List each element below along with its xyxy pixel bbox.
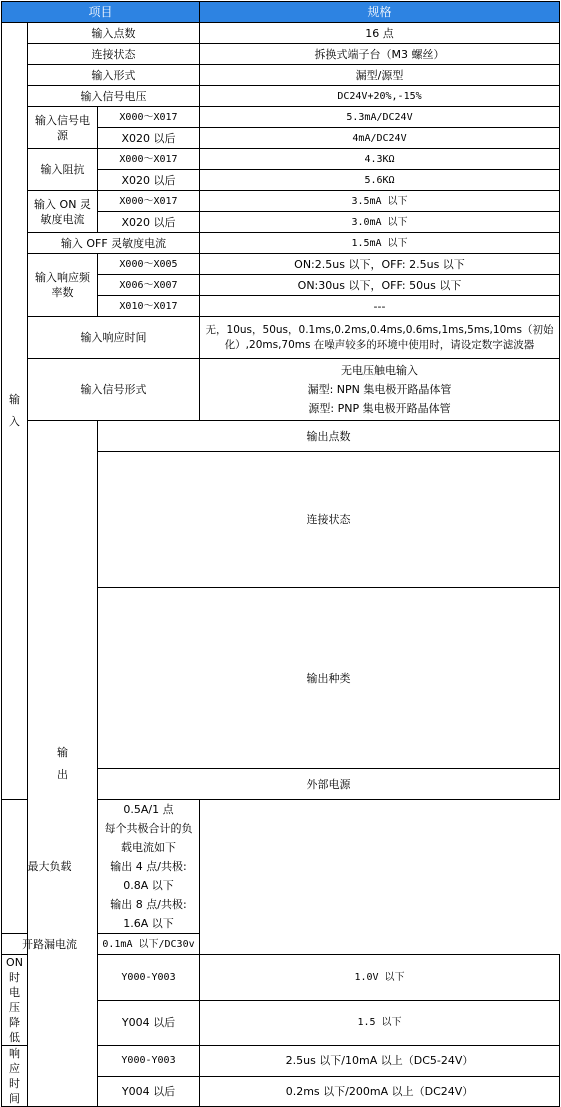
row-label: ON 时电压降低 [2, 955, 28, 1046]
row-value: 拆换式端子台（M3 螺丝） [200, 44, 560, 65]
row-label: 输入信号形式 [28, 359, 200, 421]
sub-range: X006～X007 [98, 275, 200, 296]
row-value: 漏型/源型 [200, 65, 560, 86]
row-label: 输入信号电源 [28, 107, 98, 149]
table-row [2, 107, 560, 128]
row-value: 3.0mA 以下 [200, 212, 560, 233]
input-section-label: 输 入 [2, 23, 28, 800]
row-value: 1.0V 以下 [200, 955, 560, 1001]
row-value: 无电压触电输入 漏型: NPN 集电极开路晶体管 源型: PNP 集电极开路晶体管 [200, 359, 560, 421]
table-row [2, 421, 560, 452]
sub-range: X020 以后 [98, 170, 200, 191]
row-label: 响应时间 [2, 1046, 28, 1107]
row-label: 输入 ON 灵敏度电流 [28, 191, 98, 233]
row-label: 输入 OFF 灵敏度电流 [28, 233, 200, 254]
row-label: 输入响应时间 [28, 317, 200, 359]
output-section-label: 输 出 [28, 421, 98, 1107]
sub-range: X000～X017 [98, 149, 200, 170]
table-row [2, 149, 560, 170]
row-value: 2.5us 以下/10mA 以上（DC5-24V） [200, 1046, 560, 1077]
table-row [2, 44, 560, 65]
header-spec: 规格 [200, 2, 560, 23]
sub-range: X000～X017 [98, 191, 200, 212]
sub-range: X000～X017 [98, 107, 200, 128]
row-value: 1.5mA 以下 [200, 233, 560, 254]
spec-table [1, 1, 560, 1107]
row-value: 0.1mA 以下/DC30v [98, 934, 200, 955]
table-header [2, 2, 560, 23]
row-label: 输入形式 [28, 65, 200, 86]
row-label: 输入阻抗 [28, 149, 98, 191]
row-value: 1.5 以下 [200, 1000, 560, 1046]
sub-range: Y000-Y003 [98, 1046, 200, 1077]
row-value: ON:2.5us 以下，OFF: 2.5us 以下 [200, 254, 560, 275]
table-row [2, 65, 560, 86]
row-value: 0.5A/1 点 每个共极合计的负载电流如下 输出 4 点/共极: 0.8A 以下 输出 8 点/共极: 1.6A 以下 [98, 800, 200, 934]
row-value: 3.5mA 以下 [200, 191, 560, 212]
row-label: 输入点数 [28, 23, 200, 44]
row-value: 4.3KΩ [200, 149, 560, 170]
header-item: 项目 [2, 2, 200, 23]
table-row [2, 254, 560, 275]
row-value: --- [200, 296, 560, 317]
sub-range: Y004 以后 [98, 1076, 200, 1107]
row-value: 16 点 [200, 23, 560, 44]
row-value: 4mA/DC24V [200, 128, 560, 149]
sub-range: X020 以后 [98, 128, 200, 149]
table-row [2, 86, 560, 107]
row-label: 连接状态 [28, 44, 200, 65]
table-row [2, 233, 560, 254]
table-row [2, 23, 560, 44]
row-value: 5.3mA/DC24V [200, 107, 560, 128]
sub-range: X020 以后 [98, 212, 200, 233]
table-row [2, 800, 560, 934]
sub-range: X000～X005 [98, 254, 200, 275]
row-label: 连接状态 [98, 452, 560, 588]
row-value: DC24V+20%,-15% [200, 86, 560, 107]
table-row [2, 317, 560, 359]
table-row [2, 191, 560, 212]
table-row [2, 359, 560, 421]
row-label: 外部电源 [98, 769, 560, 800]
row-label: 最大负载 [2, 800, 98, 934]
sub-range: Y000-Y003 [98, 955, 200, 1001]
row-label: 输出点数 [98, 421, 560, 452]
row-value: ON:30us 以下，OFF: 50us 以下 [200, 275, 560, 296]
sub-range: Y004 以后 [98, 1000, 200, 1046]
row-value: 0.2ms 以下/200mA 以上（DC24V） [200, 1076, 560, 1107]
row-value: 5.6KΩ [200, 170, 560, 191]
sub-range: X010～X017 [98, 296, 200, 317]
table-row [2, 934, 560, 955]
row-label: 输入信号电压 [28, 86, 200, 107]
row-label: 输入响应频率数 [28, 254, 98, 317]
row-value: 无，10us，50us，0.1ms,0.2ms,0.4ms,0.6ms,1ms,5ms,10ms（初始 化）,20ms,70ms 在噪声较多的环境中使用时，请设定数字滤波器 [200, 317, 560, 359]
row-label: 开路漏电流 [2, 934, 98, 955]
row-label: 输出种类 [98, 588, 560, 769]
